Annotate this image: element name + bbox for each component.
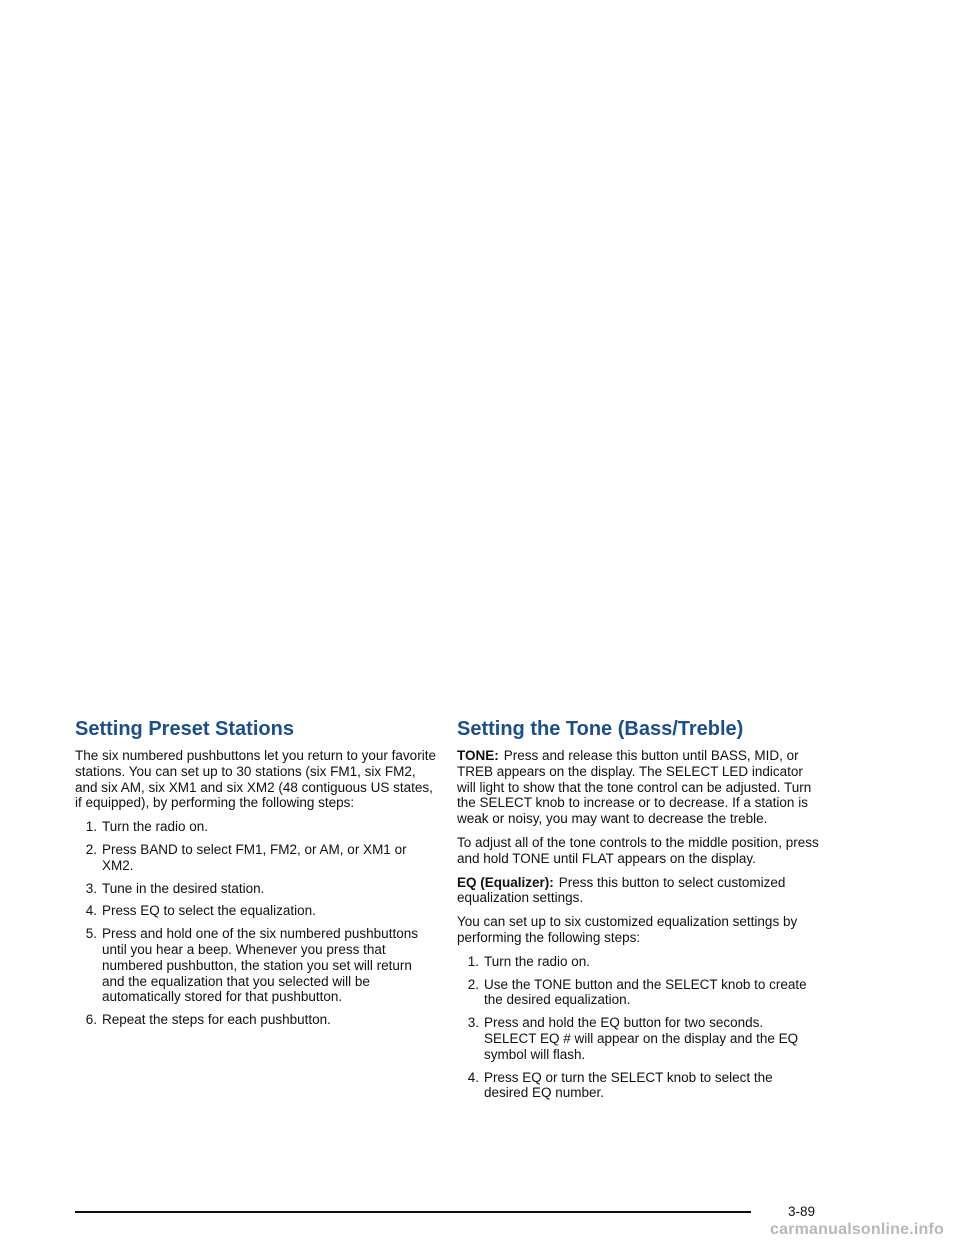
step-text: Tune in the desired station. <box>102 880 265 896</box>
list-item <box>75 926 437 1005</box>
step-number: 3. <box>467 1015 479 1031</box>
tone-label: TONE: <box>457 748 499 763</box>
preset-intro-paragraph: The six numbered pushbuttons let you return to your favorite stations. You can set up to 30 stations (six FM1, six FM2, and six AM, six XM1 and six XM2 (48 contiguous US states, if equipped), by performing the following steps: <box>75 748 436 811</box>
step-text: Press BAND to select FM1, FM2, or AM, or XM1 or XM2. <box>102 841 407 873</box>
step-text: Press and hold one of the six numbered pushbuttons until you hear a beep. Whenever you press that numbered pushbutton, the station you set will return and the equalization that you selected will be automatically stored for that pushbutton. <box>102 926 418 1005</box>
watermark: carmanualsonline.info <box>770 1221 945 1238</box>
eq-label: EQ (Equalizer): <box>457 874 554 890</box>
step-text: Use the TONE button and the SELECT knob to create the desired equalization. <box>484 976 807 1008</box>
step-text: Press EQ to select the equalization. <box>102 903 316 919</box>
step-number: 2. <box>467 976 479 992</box>
step-number: 6. <box>85 1012 97 1028</box>
eq-text: Press this button to select customized equalization settings. <box>457 874 786 906</box>
step-number: 3. <box>85 880 97 896</box>
section-heading-tone: Setting the Tone (Bass/Treble) <box>457 718 744 740</box>
step-text: Press EQ or turn the SELECT knob to select the desired EQ number. <box>484 1069 773 1101</box>
list-item <box>75 881 437 897</box>
flat-paragraph: To adjust all of the tone controls to the middle position, press and hold TONE until FLAT appears on the display. <box>457 834 819 866</box>
step-text: Turn the radio on. <box>484 953 591 969</box>
list-item <box>457 977 819 1009</box>
list-item <box>75 842 437 874</box>
step-number: 1. <box>467 953 479 969</box>
left-column <box>75 717 437 1035</box>
step-number: 2. <box>85 841 97 857</box>
list-item <box>75 903 437 919</box>
step-number: 1. <box>85 819 97 835</box>
tone-text: Press and release this button until BASS, MID, or TREB appears on the display. The SELECT LED indicator will light to show that the tone control can be adjusted. Turn the SELECT knob to increase or to decrease. If a station is weak or noisy, you may want to decrease the treble. <box>457 748 812 827</box>
right-column <box>457 717 819 1108</box>
step-number: 4. <box>85 903 97 919</box>
list-item <box>457 1015 819 1062</box>
custom-eq-intro: You can set up to six customized equalization settings by performing the following steps: <box>457 914 798 945</box>
step-text: Press and hold the EQ button for two seconds. SELECT EQ # will appear on the display and the EQ symbol will flash. <box>484 1015 799 1062</box>
list-item <box>457 1070 819 1102</box>
footer-rule <box>75 1211 751 1213</box>
custom-eq-steps-list <box>457 954 819 1101</box>
preset-steps-list <box>75 819 437 1028</box>
step-number: 4. <box>467 1069 479 1085</box>
page-number: 3-89 <box>788 1204 816 1219</box>
section-heading-preset-stations: Setting Preset Stations <box>75 718 294 740</box>
list-item <box>457 954 819 970</box>
eq-paragraph <box>457 875 819 907</box>
list-item <box>75 1012 437 1028</box>
step-text: Turn the radio on. <box>102 819 209 835</box>
list-item <box>75 819 437 835</box>
tone-paragraph <box>457 748 819 827</box>
step-text: Repeat the steps for each pushbutton. <box>102 1012 331 1028</box>
step-number: 5. <box>85 926 97 942</box>
